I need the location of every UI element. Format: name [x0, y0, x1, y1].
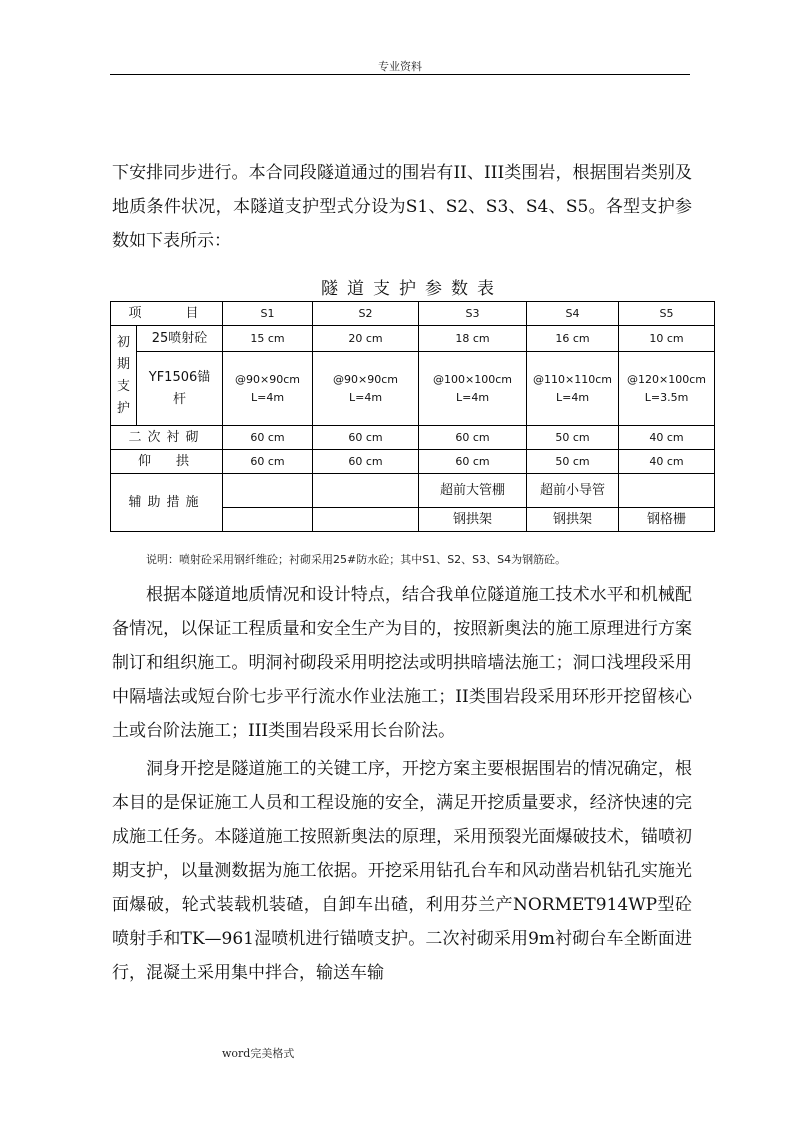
anchor-length: L=4m	[348, 390, 383, 404]
anchor-spacing: @110×110cm	[533, 372, 612, 386]
auxiliary-label: 辅助措施	[111, 474, 223, 532]
header-cell-item: 项 目	[111, 302, 223, 326]
table-cell	[223, 508, 313, 532]
header-cell-s3: S3	[419, 302, 527, 326]
header-cell-s5: S5	[619, 302, 715, 326]
intro-paragraph: 下安排同步进行。本合同段隧道通过的围岩有II、III类围岩，根据围岩类别及地质条件状况，本隧道支护型式分设为S1、S2、S3、S4、S5。各型支护参数如下表所示：	[112, 163, 692, 251]
table-row-anchor	[111, 352, 715, 426]
table-cell	[619, 352, 715, 426]
anchor-spacing: @90×90cm	[333, 372, 398, 386]
table-cell: 60 cm	[313, 426, 419, 450]
anchor-spacing: @120×100cm	[627, 372, 706, 386]
table-cell	[619, 474, 715, 508]
header-cell-s4: S4	[527, 302, 619, 326]
table-cell: 60 cm	[313, 450, 419, 474]
table-cell: 超前大管棚	[419, 474, 527, 508]
secondary-lining-label: 二次衬砌	[111, 426, 223, 450]
table-cell: 50 cm	[527, 450, 619, 474]
table-row-auxiliary-1	[111, 474, 715, 508]
table-header-row	[111, 302, 715, 326]
anchor-length: L=3.5m	[644, 390, 689, 404]
initial-support-cell	[111, 326, 137, 426]
table-cell: 16 cm	[527, 326, 619, 352]
table-cell	[419, 352, 527, 426]
excavation-paragraph: 洞身开挖是隧道施工的关键工序，开挖方案主要根据围岩的情况确定，根本目的是保证施工人员和工程设施的安全，满足开挖质量要求，经济快速的完成施工任务。本隧道施工按照新奥法的原理，采用预裂光面爆破技术，锚喷初期支护，以量测数据为施工依据。开挖采用钻孔台车和风动凿岩机钻孔实施光面爆破，轮式装载机装碴，自卸车出碴，利用芬兰产NORMET914WP型砼喷射手和TK—961湿喷机进行锚喷支护。二次衬砌采用9m衬砌台车全断面进行，混凝土采用集中拌合，输送车输	[112, 759, 692, 983]
anchor-length: L=4m	[250, 390, 285, 404]
initial-support-label: 初期支护	[116, 334, 130, 416]
header-cell-s1: S1	[223, 302, 313, 326]
support-parameter-table	[110, 301, 715, 532]
page-header: 专业资料	[378, 60, 422, 73]
table-cell: 60 cm	[419, 450, 527, 474]
invert-label: 仰 拱	[111, 450, 223, 474]
table-cell: 18 cm	[419, 326, 527, 352]
anchor-length: L=4m	[555, 390, 590, 404]
anchor-length: L=4m	[455, 390, 490, 404]
header-cell-s2: S2	[313, 302, 419, 326]
table-cell: 60 cm	[223, 450, 313, 474]
table-cell: 50 cm	[527, 426, 619, 450]
table-cell	[313, 352, 419, 426]
construction-plan-paragraph: 根据本隧道地质情况和设计特点，结合我单位隧道施工技术水平和机械配备情况，以保证工程质量和安全生产为目的，按照新奥法的施工原理进行方案制订和组织施工。明洞衬砌段采用明挖法或明拱暗墙法施工；洞口浅埋段采用中隔墙法或短台阶七步平行流水作业法施工；II类围岩段采用环形开挖留核心土或台阶法施工；III类围岩段采用长台阶法。	[112, 585, 692, 741]
table-title: 隧道支护参数表	[321, 279, 503, 299]
table-cell: 钢拱架	[527, 508, 619, 532]
table-cell	[313, 474, 419, 508]
table-cell: 40 cm	[619, 450, 715, 474]
table-note: 说明：喷射砼采用钢纤维砼；衬砌采用25#防水砼；其中S1、S2、S3、S4为钢筋砼。	[146, 553, 567, 566]
table-cell	[223, 352, 313, 426]
table-cell: 40 cm	[619, 426, 715, 450]
header-divider	[110, 74, 690, 75]
anchor-label: YF1506锚杆	[137, 352, 223, 426]
table-row-shotcrete	[111, 326, 715, 352]
table-cell: 20 cm	[313, 326, 419, 352]
table-row-invert	[111, 450, 715, 474]
table-cell: 10 cm	[619, 326, 715, 352]
table-cell: 超前小导管	[527, 474, 619, 508]
table-row-secondary-lining	[111, 426, 715, 450]
table-cell	[223, 474, 313, 508]
table-cell: 钢格栅	[619, 508, 715, 532]
table-cell	[527, 352, 619, 426]
table-cell: 60 cm	[419, 426, 527, 450]
table-cell: 15 cm	[223, 326, 313, 352]
table-cell	[313, 508, 419, 532]
table-cell: 60 cm	[223, 426, 313, 450]
anchor-spacing: @90×90cm	[235, 372, 300, 386]
page-footer: word完美格式	[222, 1047, 295, 1060]
shotcrete-label: 25喷射砼	[137, 326, 223, 352]
anchor-spacing: @100×100cm	[433, 372, 512, 386]
table-cell: 钢拱架	[419, 508, 527, 532]
